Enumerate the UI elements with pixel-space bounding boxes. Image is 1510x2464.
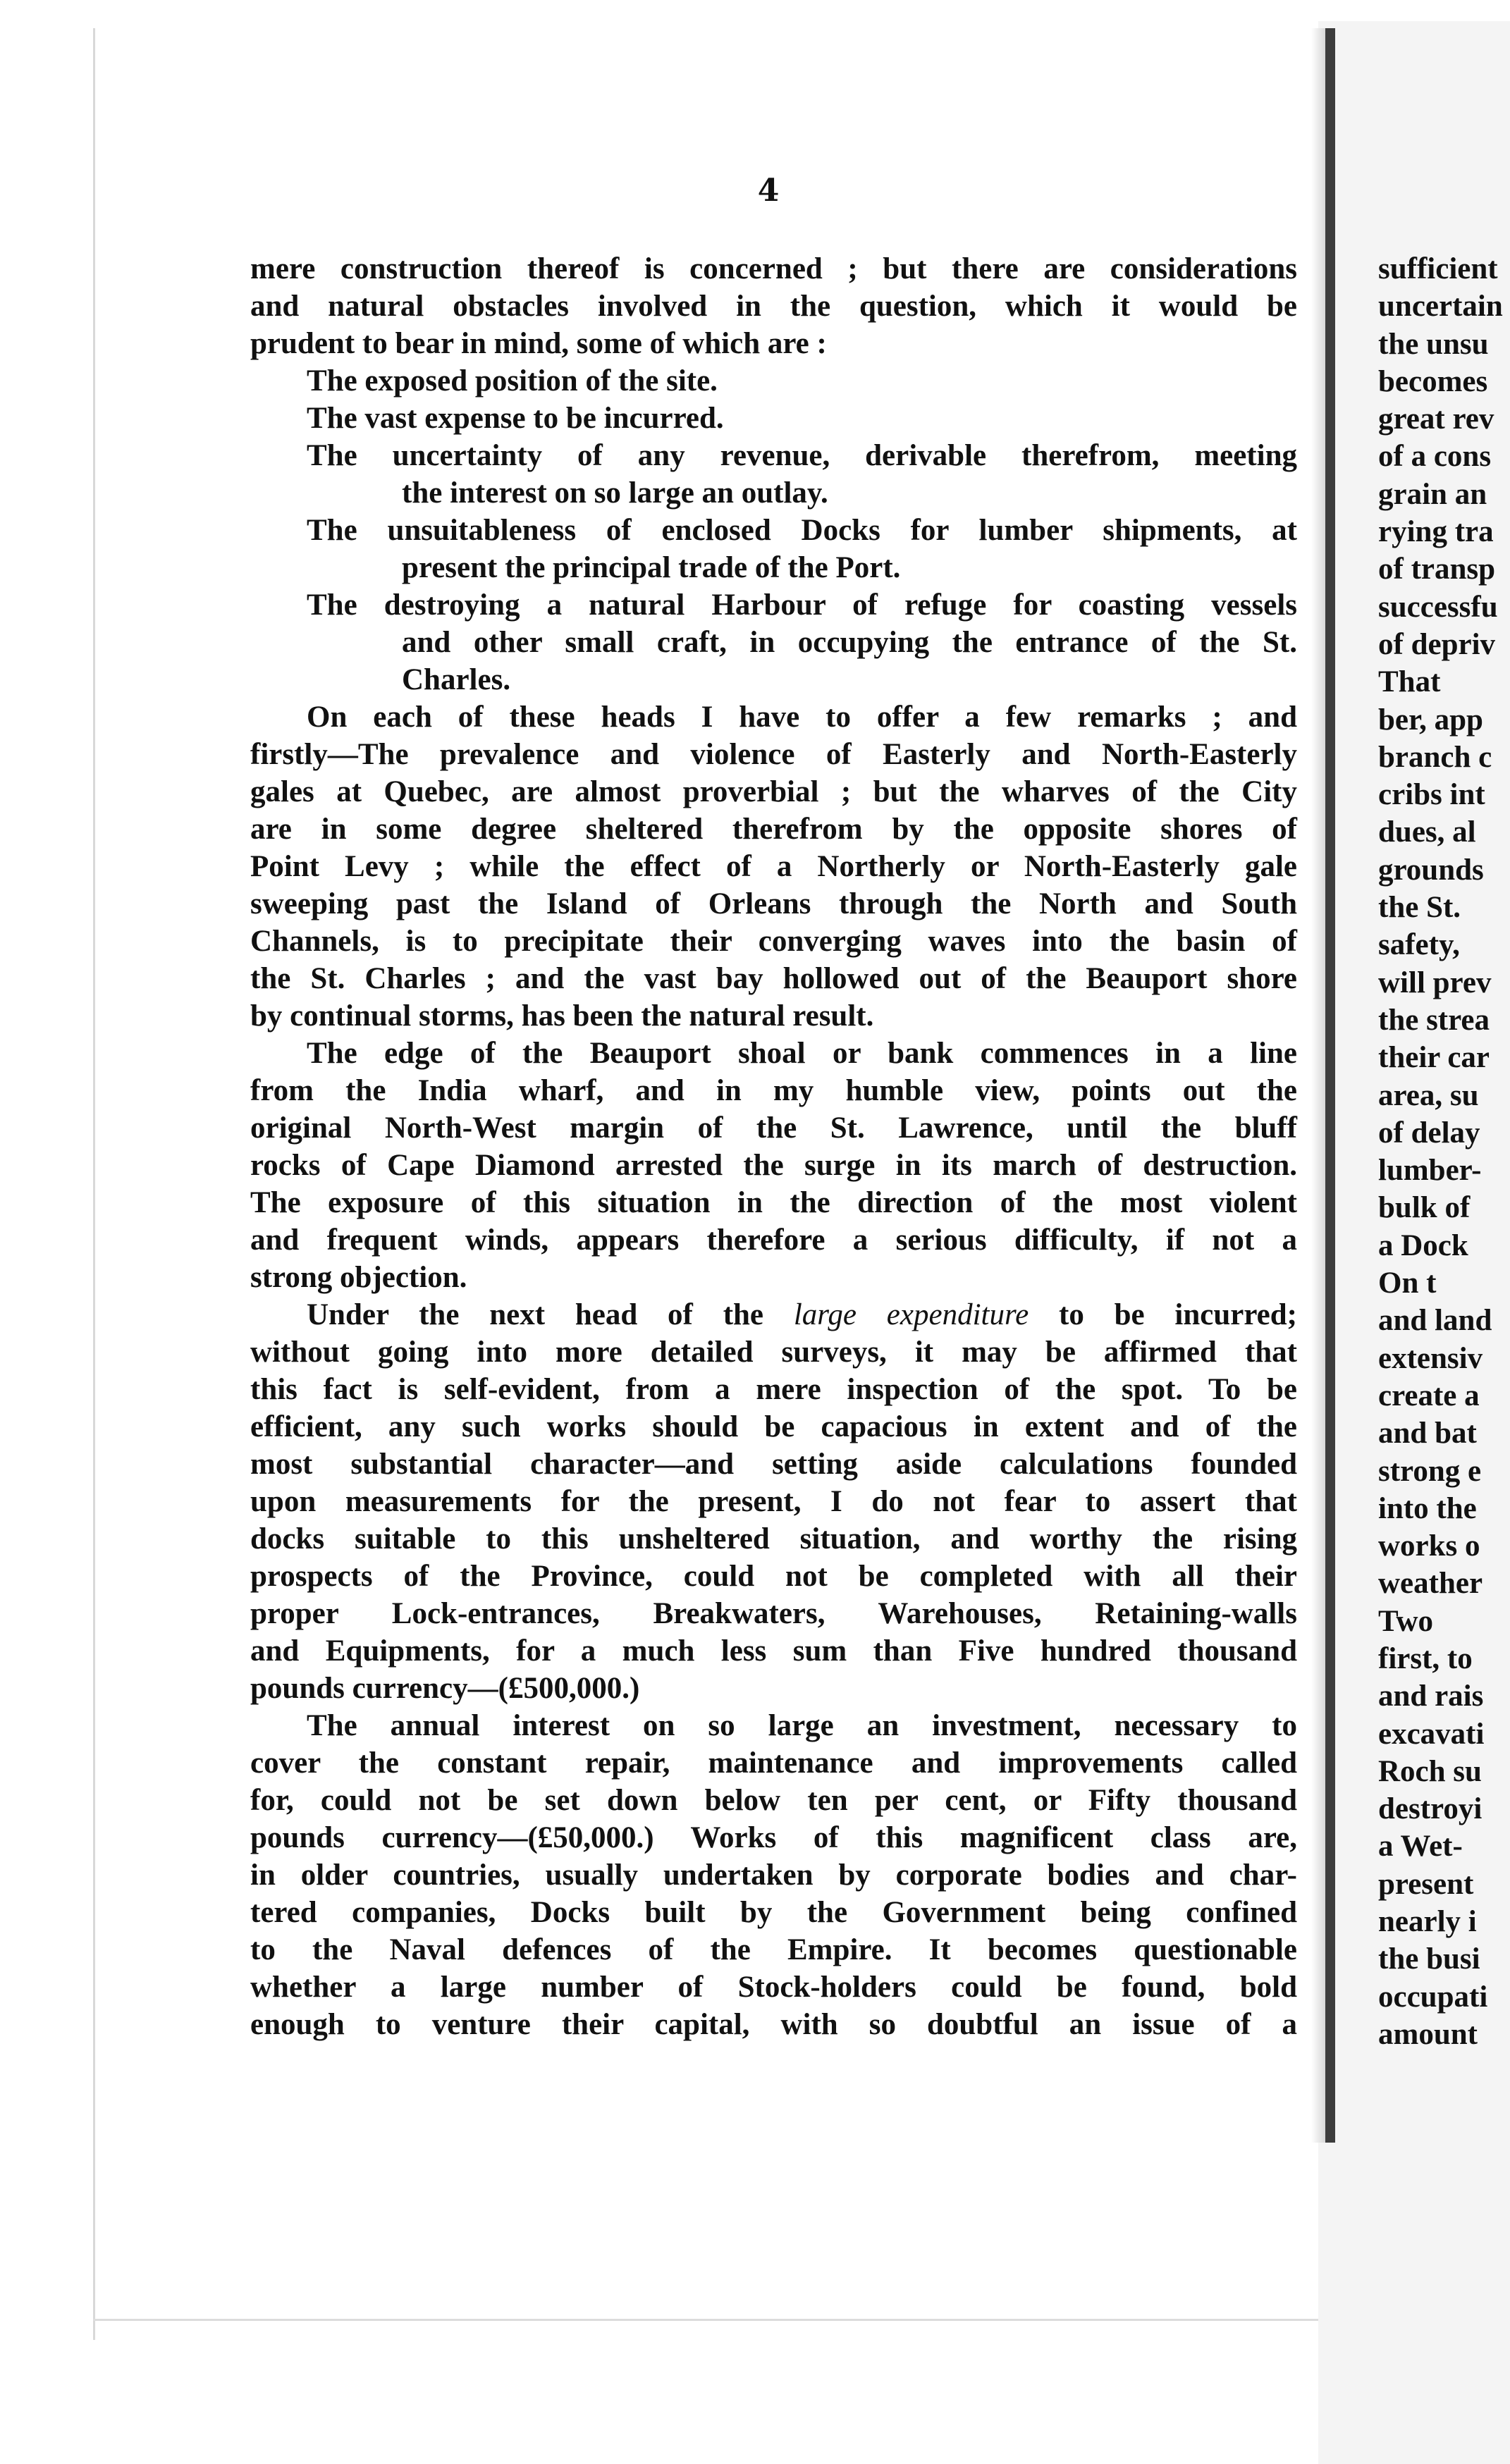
facing-page-line: grounds xyxy=(1378,853,1484,887)
text-line: efficient, any such works should be capacious in extent and of the xyxy=(250,1410,1297,1443)
main-text-column xyxy=(250,250,1297,2043)
text-line: by continual storms, has been the natural result. xyxy=(250,999,874,1033)
facing-page-line: strong e xyxy=(1378,1454,1482,1488)
text-line: are in some degree sheltered therefrom by the opposite shores of xyxy=(250,813,1297,846)
text-line: pounds currency—(£50,000.) Works of this magnificent class are, xyxy=(250,1821,1297,1854)
facing-page-line: bulk of xyxy=(1378,1191,1471,1225)
paragraph-expenditure xyxy=(250,1296,1297,1707)
facing-page-line: destroyi xyxy=(1378,1792,1483,1826)
text-line: in older countries, usually undertaken by corporate bodies and char- xyxy=(250,1859,1297,1892)
text-line xyxy=(250,1296,1297,1333)
facing-page-line: successfu xyxy=(1378,590,1498,624)
paragraph-annual-interest xyxy=(250,1707,1297,2043)
text-line: The vast expense to be incurred. xyxy=(307,402,724,435)
facing-page-line: first, to xyxy=(1378,1641,1473,1675)
text-line: and Equipments, for a much less sum than Five hundred thousand xyxy=(250,1634,1297,1668)
text-line: The exposure of this situation in the direction of the most violent xyxy=(250,1186,1297,1219)
facing-page-line: into the xyxy=(1378,1491,1477,1525)
list-item xyxy=(250,362,1297,400)
facing-page-line: the St. xyxy=(1378,891,1461,925)
book-gutter xyxy=(1325,28,1335,2143)
text-line: to the Naval defences of the Empire. It becomes questionable xyxy=(250,1933,1297,1966)
text-line: and other small craft, in occupying the entrance of the St. xyxy=(402,626,1297,659)
text-line: The exposed position of the site. xyxy=(307,364,718,398)
facing-page-line: On t xyxy=(1378,1267,1437,1300)
text-line: The edge of the Beauport shoal or bank commences in a line xyxy=(307,1037,1297,1070)
text-line: enough to venture their capital, with so doubtful an issue of a xyxy=(250,2008,1297,2041)
intro-paragraph xyxy=(250,250,1297,362)
text-line: from the India wharf, and in my humble view, points out the xyxy=(250,1074,1297,1107)
text-line: pounds currency—(£500,000.) xyxy=(250,1672,640,1705)
facing-page-line: and bat xyxy=(1378,1417,1477,1450)
text-line: gales at Quebec, are almost proverbial ; but the wharves of the City xyxy=(250,775,1297,808)
text-line: Channels, is to precipitate their converging waves into the basin of xyxy=(250,925,1297,958)
facing-page-line: will prev xyxy=(1378,966,1492,999)
text-line: prospects of the Province, could not be completed with all their xyxy=(250,1560,1297,1593)
text-line: The destroying a natural Harbour of refuge for coasting vessels xyxy=(307,589,1297,622)
page-left-edge xyxy=(93,28,95,2340)
facing-page-line: the busi xyxy=(1378,1942,1480,1976)
facing-page-line: great rev xyxy=(1378,402,1494,436)
facing-page-line: the unsu xyxy=(1378,327,1489,361)
text-line: sweeping past the Island of Orleans through the North and South xyxy=(250,887,1297,920)
text-line: rocks of Cape Diamond arrested the surge in its march of destruction. xyxy=(250,1149,1297,1182)
facing-page-line: ber, app xyxy=(1378,703,1483,737)
emphasis-large-expenditure: large expenditure xyxy=(793,1298,1029,1331)
text-line: firstly—The prevalence and violence of Easterly and North-Easterly xyxy=(250,738,1297,771)
text-line: this fact is self-evident, from a mere inspection of the spot. To be xyxy=(250,1373,1297,1406)
facing-page-line: safety, xyxy=(1378,928,1460,962)
facing-page-line: That xyxy=(1378,665,1441,699)
page-bottom-edge xyxy=(93,2319,1327,2321)
text-line: original North-West margin of the St. Lawrence, until the bluff xyxy=(250,1111,1297,1145)
text-line: mere construction thereof is concerned ; but there are considerations xyxy=(250,252,1297,285)
facing-page-line: rying tra xyxy=(1378,515,1494,549)
text-line: Charles. xyxy=(402,663,511,696)
text-run: Under the next head of the xyxy=(307,1298,794,1331)
list-item xyxy=(250,400,1297,437)
text-line: the interest on so large an outlay. xyxy=(402,476,828,510)
text-line: strong objection. xyxy=(250,1261,467,1294)
facing-page-line: extensiv xyxy=(1378,1341,1483,1375)
page-number: 4 xyxy=(757,173,780,209)
facing-page-line: weather xyxy=(1378,1567,1483,1601)
text-line: docks suitable to this unsheltered situation, and worthy the rising xyxy=(250,1522,1297,1556)
facing-page-text xyxy=(1378,250,1510,2053)
facing-page-line: excavati xyxy=(1378,1717,1485,1751)
facing-page-line: uncertain xyxy=(1378,290,1503,324)
text-line: most substantial character—and setting aside calculations founded xyxy=(250,1448,1297,1481)
facing-page-line: amount xyxy=(1378,2017,1478,2051)
facing-page-line: and land xyxy=(1378,1304,1492,1338)
text-line: and frequent winds, appears therefore a serious difficulty, if not a xyxy=(250,1224,1297,1257)
facing-page-line: and rais xyxy=(1378,1680,1484,1713)
text-line: The uncertainty of any revenue, derivable therefrom, meeting xyxy=(307,439,1297,472)
text-line: for, could not be set down below ten per cent, or Fifty thousand xyxy=(250,1784,1297,1817)
facing-page-line: their car xyxy=(1378,1041,1490,1075)
considerations-list xyxy=(250,362,1297,698)
facing-page-line: the strea xyxy=(1378,1003,1490,1037)
facing-page-line: branch c xyxy=(1378,740,1492,774)
paragraph-exposure xyxy=(250,698,1297,1035)
facing-page-line: becomes xyxy=(1378,364,1488,398)
text-line: the St. Charles ; and the vast bay hollowed out of the Beauport shore xyxy=(250,962,1297,995)
facing-page-line: grain an xyxy=(1378,477,1487,511)
facing-page-line: cribs int xyxy=(1378,778,1485,812)
facing-page-line: present xyxy=(1378,1867,1474,1901)
facing-page-line: a Dock xyxy=(1378,1228,1468,1262)
text-line: whether a large number of Stock-holders could be found, bold xyxy=(250,1971,1297,2004)
list-item xyxy=(250,437,1297,512)
text-line: upon measurements for the present, I do not fear to assert that xyxy=(250,1485,1297,1518)
facing-page-line: nearly i xyxy=(1378,1905,1477,1939)
facing-page-line: dues, al xyxy=(1378,815,1476,849)
list-item xyxy=(250,512,1297,586)
facing-page-line: occupati xyxy=(1378,1980,1488,2014)
text-line: cover the constant repair, maintenance and improvements called xyxy=(250,1747,1297,1780)
text-line: The unsuitableness of enclosed Docks for lumber shipments, at xyxy=(307,514,1297,547)
facing-page-line: Roch su xyxy=(1378,1754,1482,1788)
list-item xyxy=(250,586,1297,698)
facing-page-line: Two xyxy=(1378,1604,1434,1638)
text-line: The annual interest on so large an investment, necessary to xyxy=(307,1709,1297,1742)
facing-page-line: of delay xyxy=(1378,1116,1480,1150)
facing-page-line: area, su xyxy=(1378,1078,1479,1112)
text-line: On each of these heads I have to offer a few remarks ; and xyxy=(307,701,1297,734)
paragraph-beauport-shoal xyxy=(250,1035,1297,1296)
text-line: without going into more detailed surveys, it may be affirmed that xyxy=(250,1336,1297,1369)
facing-page-line: works o xyxy=(1378,1529,1480,1563)
text-line: tered companies, Docks built by the Government being confined xyxy=(250,1896,1297,1929)
text-run: to be incurred; xyxy=(1029,1298,1298,1331)
facing-page-line: of transp xyxy=(1378,553,1496,586)
facing-page-line: a Wet- xyxy=(1378,1830,1463,1864)
facing-page-line: create a xyxy=(1378,1379,1480,1412)
text-line: and natural obstacles involved in the question, which it would be xyxy=(250,290,1297,323)
facing-page-line: of a cons xyxy=(1378,440,1492,474)
facing-page-line: lumber- xyxy=(1378,1154,1482,1188)
text-line: prudent to bear in mind, some of which are : xyxy=(250,327,827,360)
text-line: proper Lock-entrances, Breakwaters, Warehouses, Retaining-walls xyxy=(250,1597,1297,1630)
text-line: Point Levy ; while the effect of a Northerly or North-Easterly gale xyxy=(250,850,1297,883)
facing-page-line: sufficient xyxy=(1378,252,1498,285)
facing-page-line: of depriv xyxy=(1378,627,1496,661)
text-line: present the principal trade of the Port. xyxy=(402,551,901,584)
